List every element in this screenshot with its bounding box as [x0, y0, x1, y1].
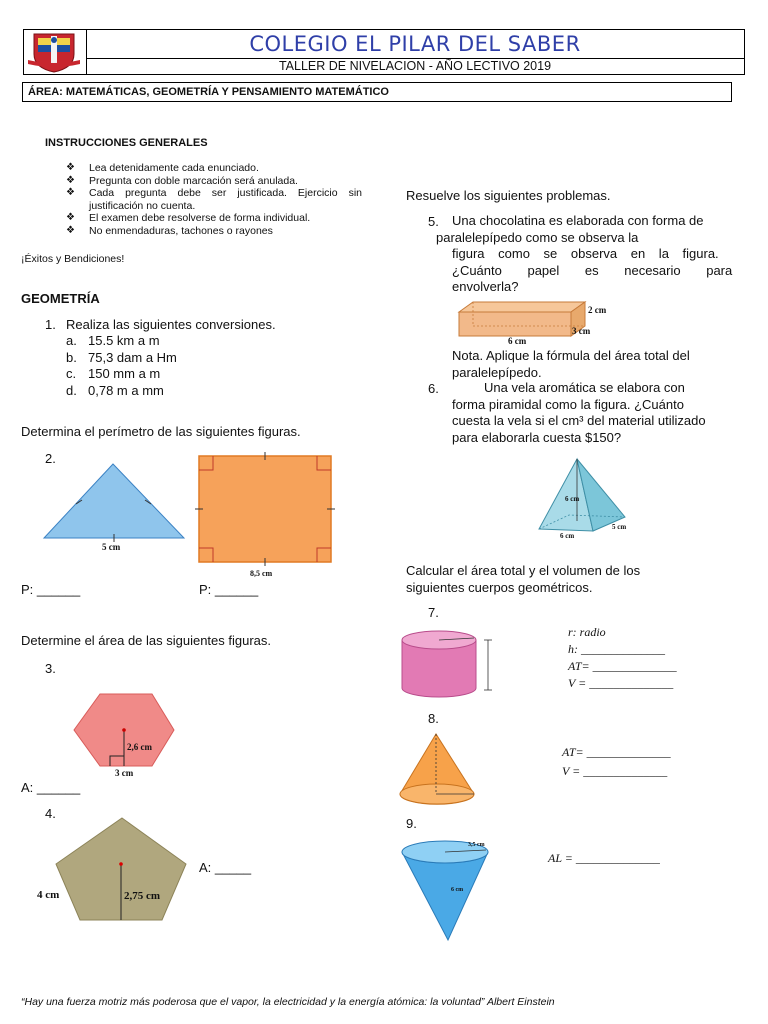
diamond-bullet-icon: ❖: [66, 162, 75, 173]
calc-heading: Calcular el área total y el volumen de los siguientes cuerpos geométricos.: [406, 563, 641, 595]
q7-radius-label: r: radio: [568, 625, 606, 639]
area-answer-2: A: _____: [199, 860, 252, 875]
perimeter-answer-1: P: ______: [21, 582, 81, 597]
q5-note: Nota. Aplique la fórmula del área total del paralelepípedo.: [452, 348, 690, 380]
q1-item: d. 0,78 m a mm: [66, 382, 164, 398]
q7-total-area-field: AT= ______________: [568, 659, 677, 673]
pyramid-height-label: 6 cm: [565, 495, 580, 503]
q5-number: 5.: [428, 214, 439, 229]
prism-height-label: 2 cm: [588, 305, 607, 315]
q1-text: Realiza las siguientes conversiones.: [66, 317, 276, 332]
q1-items: [66, 333, 177, 399]
diamond-bullet-icon: ❖: [66, 212, 75, 223]
q8-number: 8.: [428, 711, 439, 726]
q2-number: 2.: [45, 451, 56, 466]
prism-length-label: 6 cm: [508, 336, 527, 346]
perimeter-answer-2: P: ______: [199, 582, 259, 597]
pentagon-side-label: 4 cm: [37, 889, 60, 901]
subject-area: ÁREA: MATEMÁTICAS, GEOMETRÍA Y PENSAMIENTO MATEMÁTICO: [22, 82, 732, 102]
q6-text: Una vela aromática se elabora con forma piramidal como la figura. ¿Cuánto cuesta la vela si el cm³ del material utilizado para elaborarla cuesta $150?: [452, 380, 706, 445]
q7-height-field: h: ______________: [568, 642, 665, 656]
diamond-bullet-icon: ❖: [66, 187, 75, 198]
hexagon-figure: [70, 690, 180, 770]
q1-item: c. 150 mm a m: [66, 366, 161, 381]
pyramid-base-label-2: 5 cm: [612, 523, 627, 531]
school-name: COLEGIO EL PILAR DEL SABER: [86, 30, 744, 59]
instructions-title: INSTRUCCIONES GENERALES: [45, 137, 208, 149]
triangle-figure: [40, 460, 190, 555]
closing-wish: ¡Éxitos y Bendiciones!: [21, 253, 125, 265]
rectangular-prism-figure: [455, 298, 587, 340]
q1-number: 1.: [45, 317, 56, 332]
q6-number: 6.: [428, 381, 439, 396]
q8-total-area-field: AT= ______________: [562, 745, 671, 759]
instruction-item: ❖ Lea detenidamente cada enunciado.: [66, 162, 259, 174]
q9-height-label: 6 cm: [451, 887, 464, 893]
hexagon-side-label: 3 cm: [115, 768, 134, 778]
inverted-cone-figure: [398, 838, 494, 944]
cone-figure: [396, 732, 482, 808]
hexagon-apothem-label: 2,6 cm: [127, 742, 152, 752]
cylinder-figure: [398, 628, 494, 700]
header-table: [23, 29, 745, 75]
area-answer-1: A: ______: [21, 780, 81, 795]
q3-number: 3.: [45, 661, 56, 676]
school-logo-cell: [24, 30, 87, 74]
footer-quote: “Hay una fuerza motriz más poderosa que el vapor, la electricidad y la energía atómica: la voluntad” Albert Einstein: [21, 996, 555, 1008]
q4-number: 4.: [45, 806, 56, 821]
area-heading: Determine el área de las siguientes figuras.: [21, 633, 272, 648]
perimeter-heading: Determina el perímetro de las siguientes figuras.: [21, 424, 301, 439]
pyramid-base-label-1: 6 cm: [560, 532, 575, 540]
instruction-item: ❖ Cada pregunta debe ser justificada. Ejercicio sin justificación no cuenta.: [66, 187, 362, 212]
q7-volume-field: V = ______________: [568, 676, 674, 690]
q5-text: Una chocolatina es elaborada con forma de paralelepípedo como se observa la figura como se observa en la figura. ¿Cuánto papel es necesario para envolverla?: [436, 213, 733, 294]
instructions-list: [66, 162, 362, 237]
q1-item: a. 15.5 km a m: [66, 333, 160, 348]
problems-heading: Resuelve los siguientes problemas.: [406, 188, 611, 203]
section-title: GEOMETRÍA: [21, 291, 100, 306]
q1-item: b. 75,3 dam a Hm: [66, 349, 177, 365]
instruction-item: ❖ Pregunta con doble marcación será anulada.: [66, 174, 298, 187]
pentagon-apothem-label: 2,75 cm: [124, 890, 161, 902]
pentagon-figure: [52, 814, 192, 924]
square-side-label: 8,5 cm: [250, 569, 273, 578]
diamond-bullet-icon: ❖: [66, 224, 75, 236]
workshop-subtitle: TALLER DE NIVELACION - AÑO LECTIVO 2019: [278, 59, 552, 73]
triangle-base-label: 5 cm: [102, 542, 121, 552]
school-shield-logo: [24, 30, 86, 74]
diamond-bullet-icon: ❖: [66, 174, 75, 186]
q8-volume-field: V = ______________: [562, 764, 668, 778]
prism-width-label: 3 cm: [572, 326, 591, 336]
q9-radius-label: 3,5 cm: [468, 842, 485, 848]
instruction-item: ❖ No enmendaduras, tachones o rayones: [66, 224, 273, 237]
q9-number: 9.: [406, 816, 417, 831]
instruction-item: ❖ El examen debe resolverse de forma individual.: [66, 212, 311, 224]
q9-lateral-area-field: AL = ______________: [548, 851, 660, 865]
square-figure: [193, 450, 338, 570]
q7-number: 7.: [428, 605, 439, 620]
